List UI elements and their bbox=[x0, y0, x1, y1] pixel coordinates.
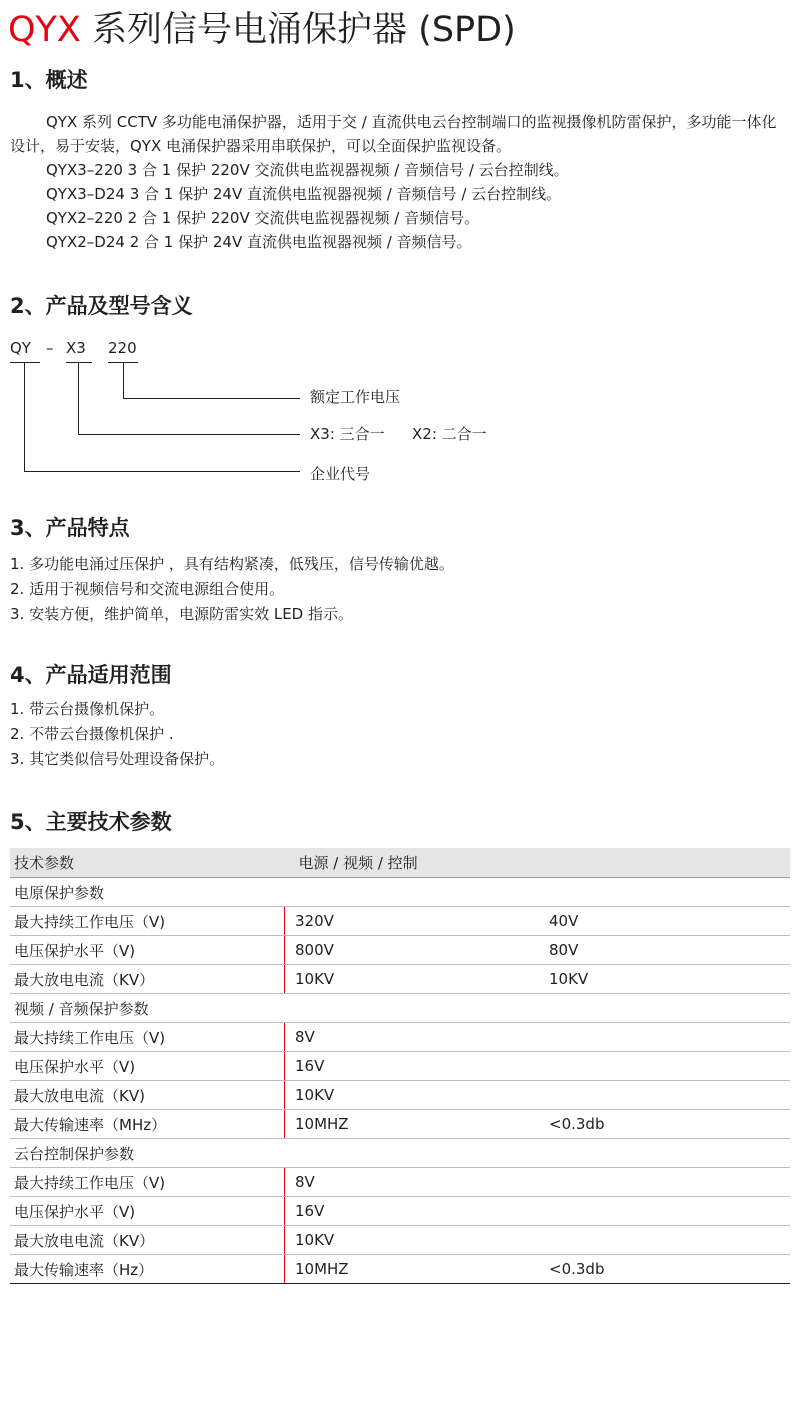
connector-qy-h bbox=[24, 471, 300, 472]
table-row bbox=[10, 1023, 790, 1052]
table-row bbox=[10, 965, 790, 994]
table-row bbox=[10, 1110, 790, 1139]
code-part-dash: – bbox=[46, 339, 54, 357]
model-line: QYX3–220 3 合 1 保护 220V 交流供电监视器视频 / 音频信号 / 云台控制线。 bbox=[46, 161, 569, 179]
scope-item: 3. 其它类似信号处理设备保护。 bbox=[10, 750, 225, 768]
model-line: QYX2–D24 2 合 1 保护 24V 直流供电监视器视频 / 音频信号。 bbox=[46, 233, 472, 251]
value-cell: 320V bbox=[285, 907, 546, 936]
spec-table bbox=[10, 848, 790, 1284]
value-cell bbox=[545, 1226, 790, 1255]
underline-x3 bbox=[66, 362, 92, 363]
table-group-row bbox=[10, 878, 790, 907]
value-cell: 16V bbox=[285, 1197, 546, 1226]
table-group-row bbox=[10, 1139, 790, 1168]
param-cell: 电压保护水平（V) bbox=[10, 1052, 285, 1081]
group-label: 云台控制保护参数 bbox=[10, 1139, 790, 1168]
brand-name: QYX bbox=[8, 10, 81, 50]
value-cell: 10MHZ bbox=[285, 1255, 546, 1284]
value-cell bbox=[545, 1023, 790, 1052]
table-row bbox=[10, 1255, 790, 1284]
code-part-x3: X3 bbox=[66, 339, 86, 357]
value-cell: 10MHZ bbox=[285, 1110, 546, 1139]
code-part-voltage: 220 bbox=[108, 339, 137, 357]
group-label: 视频 / 音频保护参数 bbox=[10, 994, 790, 1023]
connector-voltage-v bbox=[123, 362, 124, 399]
connector-qy-v bbox=[24, 362, 25, 472]
table-row bbox=[10, 1168, 790, 1197]
feature-item: 3. 安装方便，维护简单，电源防雷实效 LED 指示。 bbox=[10, 605, 354, 623]
section-heading-features: 3、产品特点 bbox=[10, 516, 130, 540]
table-row bbox=[10, 1081, 790, 1110]
section-heading-specs: 5、主要技术参数 bbox=[10, 810, 172, 834]
value-cell: 8V bbox=[285, 1023, 546, 1052]
connector-x3-v bbox=[78, 362, 79, 435]
value-cell: <0.3db bbox=[545, 1255, 790, 1284]
table-row bbox=[10, 1052, 790, 1081]
value-cell bbox=[545, 1197, 790, 1226]
label-x2: X2: 二合一 bbox=[412, 425, 487, 443]
value-cell: 10KV bbox=[285, 1226, 546, 1255]
overview-intro: QYX 系列 CCTV 多功能电涌保护器，适用于交 / 直流供电云台控制端口的监视摄像机防雷保护，多功能一体化设计，易于安装，QYX 电涌保护器采用串联保护，可以全面保护监视设备。 bbox=[10, 113, 777, 155]
table-row bbox=[10, 1226, 790, 1255]
value-cell: 10KV bbox=[285, 965, 546, 994]
header-cell: 电源 / 视频 / 控制 bbox=[285, 848, 791, 878]
value-cell bbox=[545, 1168, 790, 1197]
param-cell: 电压保护水平（V) bbox=[10, 936, 285, 965]
section-heading-model: 2、产品及型号含义 bbox=[10, 294, 193, 318]
value-cell: 16V bbox=[285, 1052, 546, 1081]
value-cell bbox=[545, 1081, 790, 1110]
underline-qy bbox=[10, 362, 40, 363]
param-cell: 最大持续工作电压（V) bbox=[10, 1168, 285, 1197]
feature-item: 2. 适用于视频信号和交流电源组合使用。 bbox=[10, 580, 285, 598]
scope-item: 1. 带云台摄像机保护。 bbox=[10, 700, 165, 718]
header-cell: 技术参数 bbox=[10, 848, 285, 878]
param-cell: 最大传输速率（Hz） bbox=[10, 1255, 285, 1284]
param-cell: 最大放电电流（KV） bbox=[10, 965, 285, 994]
section-heading-overview: 1、概述 bbox=[10, 68, 88, 92]
page-title bbox=[8, 8, 516, 52]
param-cell: 最大传输速率（MHz） bbox=[10, 1110, 285, 1139]
scope-item: 2. 不带云台摄像机保护 . bbox=[10, 725, 174, 743]
code-part-qy: QY bbox=[10, 339, 31, 357]
group-label: 电原保护参数 bbox=[10, 878, 790, 907]
model-line: QYX2–220 2 合 1 保护 220V 交流供电监视器视频 / 音频信号。 bbox=[46, 209, 480, 227]
param-cell: 电压保护水平（V) bbox=[10, 1197, 285, 1226]
value-cell: <0.3db bbox=[545, 1110, 790, 1139]
value-cell: 10KV bbox=[285, 1081, 546, 1110]
value-cell: 8V bbox=[285, 1168, 546, 1197]
feature-item: 1. 多功能电涌过压保护 ，具有结构紧凑，低残压，信号传输优越。 bbox=[10, 555, 454, 573]
connector-x3-h bbox=[78, 434, 300, 435]
value-cell: 40V bbox=[545, 907, 790, 936]
section-heading-scope: 4、产品适用范围 bbox=[10, 663, 172, 687]
table-row bbox=[10, 907, 790, 936]
label-x3: X3: 三合一 bbox=[310, 425, 385, 443]
table-row bbox=[10, 936, 790, 965]
model-line: QYX3–D24 3 合 1 保护 24V 直流供电监视器视频 / 音频信号 / 云台控制线。 bbox=[46, 185, 562, 203]
connector-voltage-h bbox=[123, 398, 300, 399]
param-cell: 最大放电电流（KV) bbox=[10, 1081, 285, 1110]
label-company-code: 企业代号 bbox=[310, 465, 371, 483]
table-row bbox=[10, 1197, 790, 1226]
title-text: 系列信号电涌保护器 (SPD) bbox=[80, 10, 516, 50]
value-cell: 10KV bbox=[545, 965, 790, 994]
table-header-row bbox=[10, 848, 790, 878]
param-cell: 最大持续工作电压（V) bbox=[10, 1023, 285, 1052]
value-cell: 80V bbox=[545, 936, 790, 965]
value-cell: 800V bbox=[285, 936, 546, 965]
value-cell bbox=[545, 1052, 790, 1081]
table-group-row bbox=[10, 994, 790, 1023]
param-cell: 最大放电电流（KV） bbox=[10, 1226, 285, 1255]
param-cell: 最大持续工作电压（V) bbox=[10, 907, 285, 936]
label-rated-voltage: 额定工作电压 bbox=[310, 388, 401, 406]
